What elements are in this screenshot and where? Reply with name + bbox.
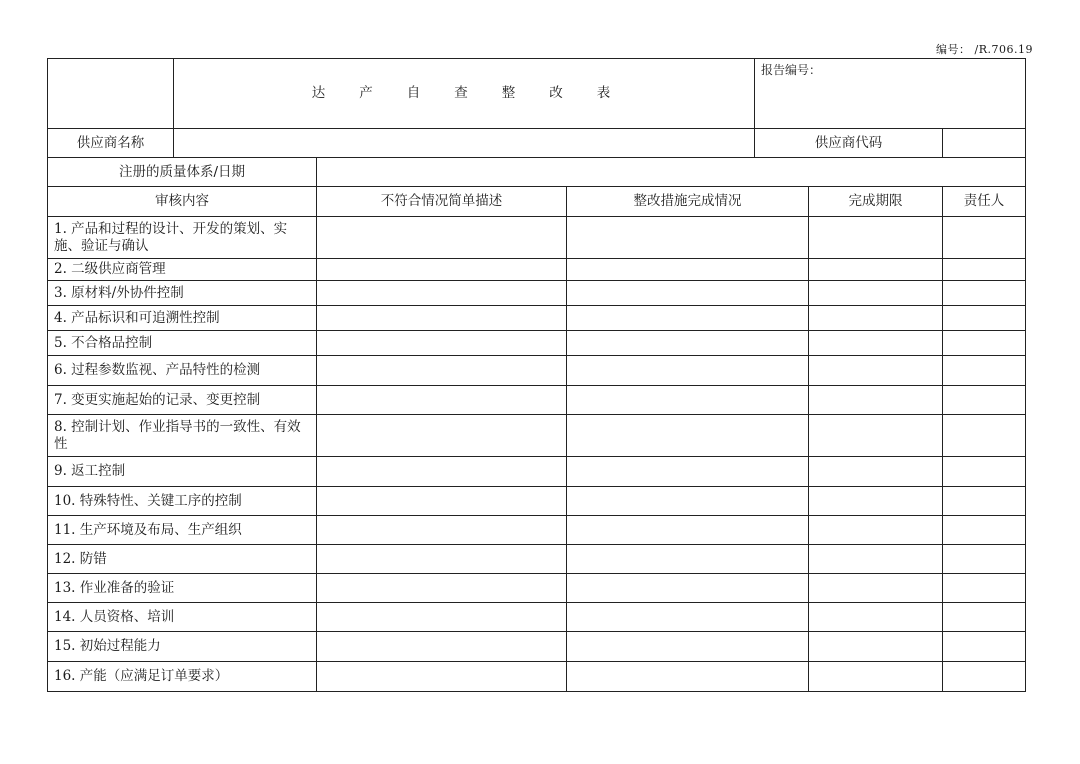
owner-cell[interactable] — [943, 331, 1026, 356]
deadline-cell[interactable] — [809, 662, 943, 692]
deadline-cell[interactable] — [809, 331, 943, 356]
table-row — [48, 331, 1026, 356]
deadline-cell[interactable] — [809, 545, 943, 574]
corrective-action-cell[interactable] — [567, 662, 809, 692]
deadline-cell[interactable] — [809, 415, 943, 457]
audit-item-label: 11. 生产环境及布局、生产组织 — [48, 516, 317, 545]
audit-item-label: 4. 产品标识和可追溯性控制 — [48, 306, 317, 331]
owner-cell[interactable] — [943, 217, 1026, 259]
header-audit-content: 审核内容 — [48, 187, 317, 217]
deadline-cell[interactable] — [809, 516, 943, 545]
owner-cell[interactable] — [943, 386, 1026, 415]
nonconformity-cell[interactable] — [317, 281, 567, 306]
corrective-action-cell[interactable] — [567, 487, 809, 516]
deadline-cell[interactable] — [809, 217, 943, 259]
title-row — [48, 59, 1026, 129]
corrective-action-cell[interactable] — [567, 217, 809, 259]
table-row — [48, 259, 1026, 281]
supplier-name-label: 供应商名称 — [48, 129, 174, 158]
quality-system-field[interactable] — [317, 158, 1026, 187]
table-row — [48, 574, 1026, 603]
supplier-row — [48, 129, 1026, 158]
corrective-action-cell[interactable] — [567, 306, 809, 331]
corrective-action-cell[interactable] — [567, 632, 809, 662]
form-title: 达产自查整改表 — [174, 59, 755, 129]
audit-item-label: 7. 变更实施起始的记录、变更控制 — [48, 386, 317, 415]
table-row — [48, 281, 1026, 306]
table-row — [48, 356, 1026, 386]
audit-item-label: 8. 控制计划、作业指导书的一致性、有效性 — [48, 415, 317, 457]
table-row — [48, 217, 1026, 259]
corrective-action-cell[interactable] — [567, 415, 809, 457]
deadline-cell[interactable] — [809, 457, 943, 487]
table-row — [48, 516, 1026, 545]
nonconformity-cell[interactable] — [317, 331, 567, 356]
table-row — [48, 487, 1026, 516]
owner-cell[interactable] — [943, 356, 1026, 386]
audit-item-label: 12. 防错 — [48, 545, 317, 574]
nonconformity-cell[interactable] — [317, 415, 567, 457]
nonconformity-cell[interactable] — [317, 574, 567, 603]
nonconformity-cell[interactable] — [317, 386, 567, 415]
deadline-cell[interactable] — [809, 281, 943, 306]
owner-cell[interactable] — [943, 457, 1026, 487]
audit-item-label: 9. 返工控制 — [48, 457, 317, 487]
corrective-action-cell[interactable] — [567, 259, 809, 281]
audit-item-label: 14. 人员资格、培训 — [48, 603, 317, 632]
nonconformity-cell[interactable] — [317, 259, 567, 281]
corrective-action-cell[interactable] — [567, 545, 809, 574]
nonconformity-cell[interactable] — [317, 545, 567, 574]
owner-cell[interactable] — [943, 415, 1026, 457]
table-row — [48, 386, 1026, 415]
audit-item-label: 2. 二级供应商管理 — [48, 259, 317, 281]
owner-cell[interactable] — [943, 545, 1026, 574]
quality-system-row — [48, 158, 1026, 187]
corrective-action-cell[interactable] — [567, 516, 809, 545]
report-number-label: 报告编号： — [761, 63, 822, 77]
logo-cell — [48, 59, 174, 129]
owner-cell[interactable] — [943, 487, 1026, 516]
header-corrective-action: 整改措施完成情况 — [567, 187, 809, 217]
nonconformity-cell[interactable] — [317, 603, 567, 632]
deadline-cell[interactable] — [809, 632, 943, 662]
table-row — [48, 545, 1026, 574]
deadline-cell[interactable] — [809, 386, 943, 415]
owner-cell[interactable] — [943, 662, 1026, 692]
nonconformity-cell[interactable] — [317, 217, 567, 259]
corrective-action-cell[interactable] — [567, 457, 809, 487]
nonconformity-cell[interactable] — [317, 487, 567, 516]
table-row — [48, 457, 1026, 487]
owner-cell[interactable] — [943, 306, 1026, 331]
table-row — [48, 603, 1026, 632]
audit-item-label: 3. 原材料/外协件控制 — [48, 281, 317, 306]
deadline-cell[interactable] — [809, 306, 943, 331]
nonconformity-cell[interactable] — [317, 516, 567, 545]
corrective-action-cell[interactable] — [567, 331, 809, 356]
nonconformity-cell[interactable] — [317, 356, 567, 386]
audit-item-label: 13. 作业准备的验证 — [48, 574, 317, 603]
column-header-row — [48, 187, 1026, 217]
owner-cell[interactable] — [943, 281, 1026, 306]
corrective-action-cell[interactable] — [567, 281, 809, 306]
header-deadline: 完成期限 — [809, 187, 943, 217]
corrective-action-cell[interactable] — [567, 574, 809, 603]
audit-item-label: 10. 特殊特性、关键工序的控制 — [48, 487, 317, 516]
audit-item-label: 15. 初始过程能力 — [48, 632, 317, 662]
owner-cell[interactable] — [943, 516, 1026, 545]
deadline-cell[interactable] — [809, 574, 943, 603]
audit-item-label: 6. 过程参数监视、产品特性的检测 — [48, 356, 317, 386]
owner-cell[interactable] — [943, 603, 1026, 632]
owner-cell[interactable] — [943, 259, 1026, 281]
nonconformity-cell[interactable] — [317, 662, 567, 692]
report-number-field[interactable] — [755, 59, 1026, 129]
corrective-action-cell[interactable] — [567, 386, 809, 415]
document-number: 编号： /R.706.19 — [936, 43, 1033, 56]
supplier-name-field[interactable] — [174, 129, 755, 158]
supplier-code-field[interactable] — [943, 129, 1026, 158]
nonconformity-cell[interactable] — [317, 632, 567, 662]
audit-item-label: 1. 产品和过程的设计、开发的策划、实施、验证与确认 — [48, 217, 317, 259]
deadline-cell[interactable] — [809, 487, 943, 516]
owner-cell[interactable] — [943, 574, 1026, 603]
table-row — [48, 632, 1026, 662]
corrective-action-cell[interactable] — [567, 356, 809, 386]
quality-system-label: 注册的质量体系/日期 — [48, 158, 317, 187]
deadline-cell[interactable] — [809, 603, 943, 632]
deadline-cell[interactable] — [809, 259, 943, 281]
header-owner: 责任人 — [943, 187, 1026, 217]
supplier-code-label: 供应商代码 — [755, 129, 943, 158]
header-nonconformity: 不符合情况简单描述 — [317, 187, 567, 217]
rectification-form — [47, 58, 1026, 692]
table-row — [48, 306, 1026, 331]
table-row — [48, 662, 1026, 692]
nonconformity-cell[interactable] — [317, 457, 567, 487]
deadline-cell[interactable] — [809, 356, 943, 386]
owner-cell[interactable] — [943, 632, 1026, 662]
audit-item-label: 16. 产能（应满足订单要求） — [48, 662, 317, 692]
nonconformity-cell[interactable] — [317, 306, 567, 331]
corrective-action-cell[interactable] — [567, 603, 809, 632]
table-row — [48, 415, 1026, 457]
audit-item-label: 5. 不合格品控制 — [48, 331, 317, 356]
